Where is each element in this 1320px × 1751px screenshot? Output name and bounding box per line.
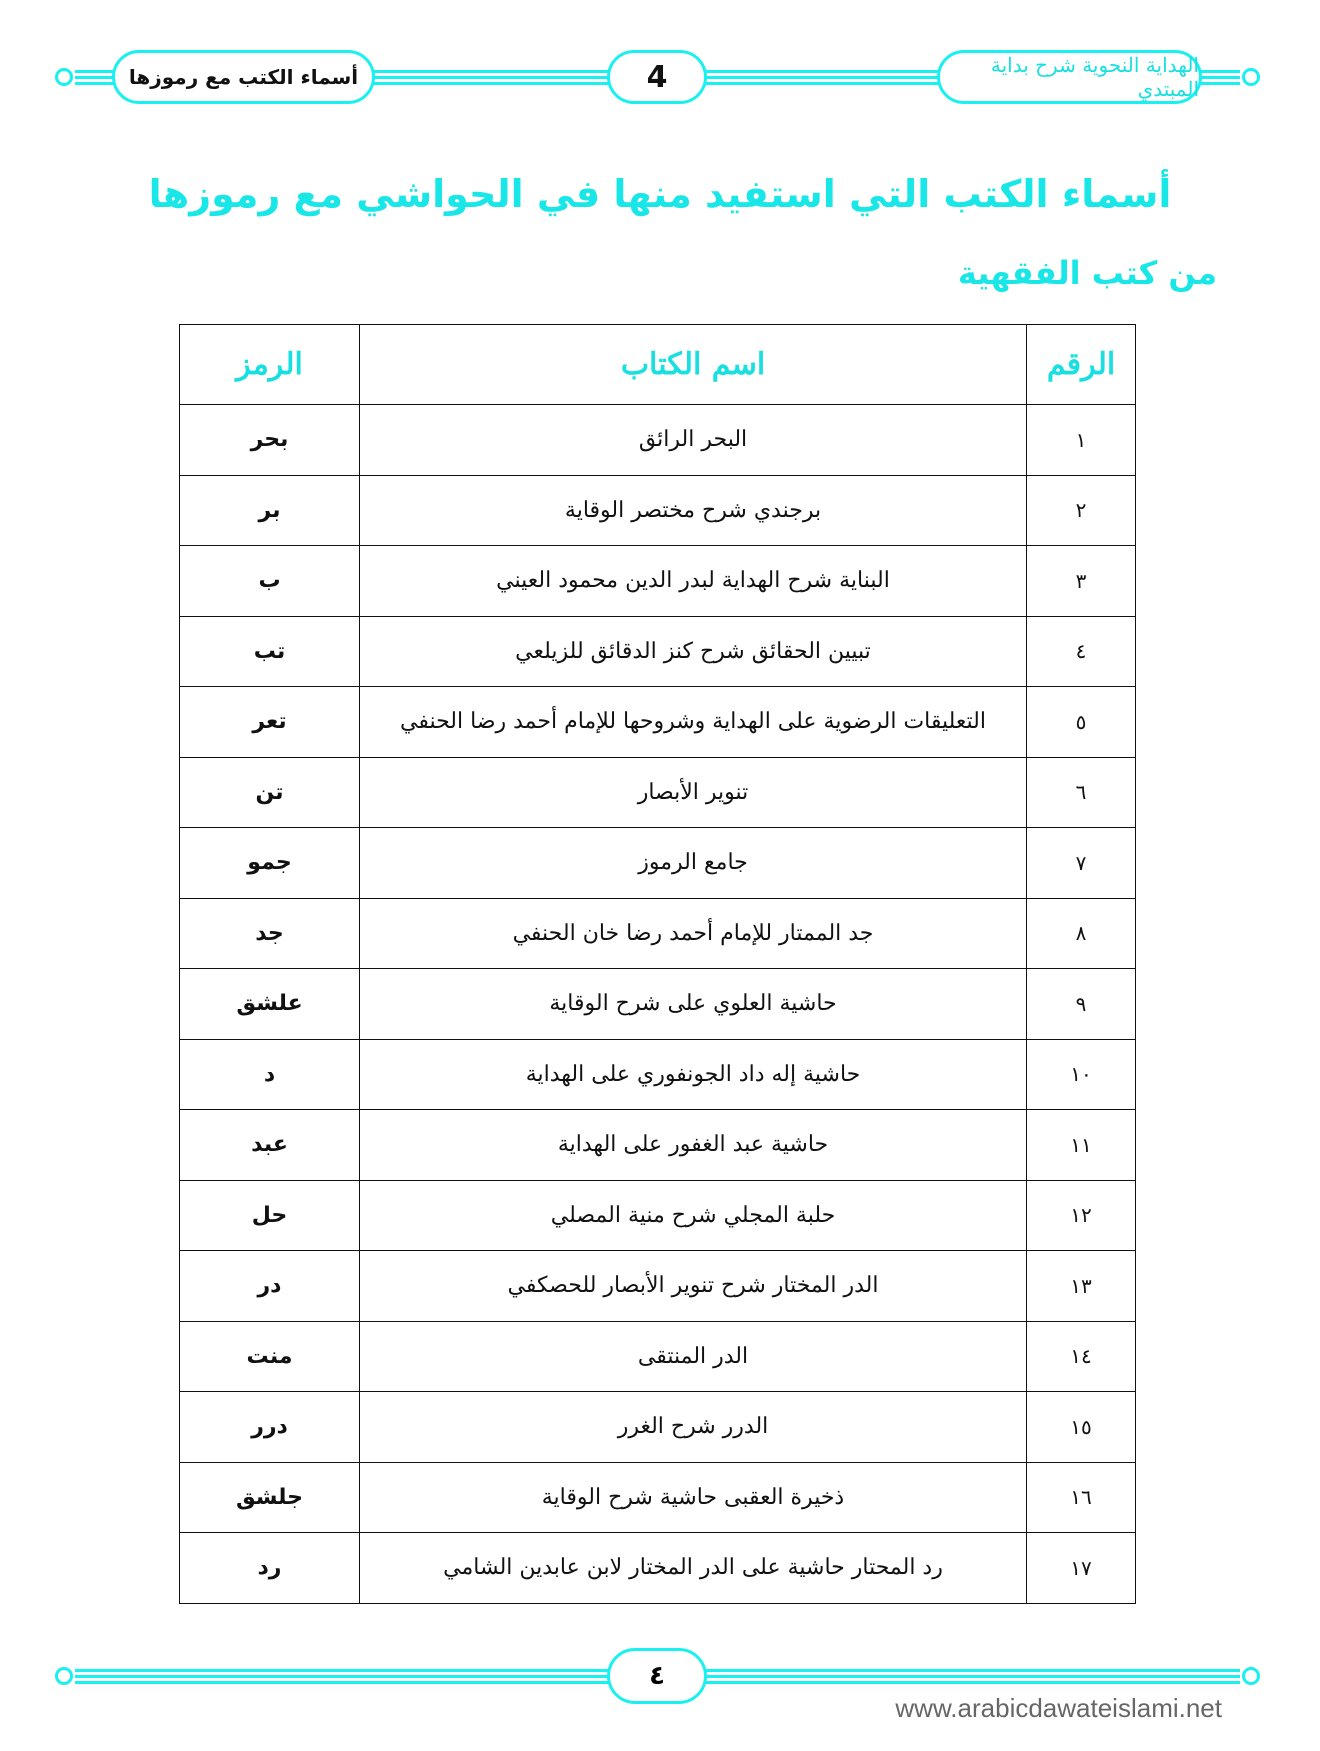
row-code: جمو	[180, 828, 360, 899]
row-book-name: رد المحتار حاشية على الدر المختار لابن عابدين الشامي	[360, 1533, 1027, 1604]
table-row	[180, 1039, 1136, 1110]
row-code: تعر	[180, 687, 360, 758]
row-number: ١٠	[1027, 1039, 1136, 1110]
row-number: ١٦	[1027, 1462, 1136, 1533]
table-row	[180, 546, 1136, 617]
row-code: عبد	[180, 1110, 360, 1181]
row-code: منت	[180, 1321, 360, 1392]
row-number: ٣	[1027, 546, 1136, 617]
table-row	[180, 757, 1136, 828]
row-number: ٧	[1027, 828, 1136, 899]
row-code: رد	[180, 1533, 360, 1604]
row-code: تب	[180, 616, 360, 687]
footer-page-number: ٤	[607, 1648, 707, 1704]
row-code: جد	[180, 898, 360, 969]
table-row	[180, 1180, 1136, 1251]
header-book-title: الهداية النحوية شرح بداية المبتدي	[937, 50, 1202, 104]
table-row	[180, 898, 1136, 969]
row-book-name: حلبة المجلي شرح منية المصلي	[360, 1180, 1027, 1251]
row-book-name: جامع الرموز	[360, 828, 1027, 899]
row-code: در	[180, 1251, 360, 1322]
table-row	[180, 1321, 1136, 1392]
row-book-name: البناية شرح الهداية لبدر الدين محمود العيني	[360, 546, 1027, 617]
row-book-name: الدر المختار شرح تنوير الأبصار للحصكفي	[360, 1251, 1027, 1322]
row-code: بحر	[180, 405, 360, 476]
row-code: جلشق	[180, 1462, 360, 1533]
row-book-name: الدرر شرح الغرر	[360, 1392, 1027, 1463]
row-number: ٦	[1027, 757, 1136, 828]
table-row	[180, 828, 1136, 899]
page-title: أسماء الكتب التي استفيد منها في الحواشي مع رموزها	[148, 172, 1172, 216]
row-book-name: البحر الرائق	[360, 405, 1027, 476]
website-url: www.arabicdawateislami.net	[895, 1693, 1222, 1723]
row-book-name: التعليقات الرضوية على الهداية وشروحها للإمام أحمد رضا الحنفي	[360, 687, 1027, 758]
row-number: ١٤	[1027, 1321, 1136, 1392]
header-book: اسم الكتاب	[360, 325, 1027, 405]
row-book-name: حاشية إله داد الجونفوري على الهداية	[360, 1039, 1027, 1110]
row-number: ٨	[1027, 898, 1136, 969]
table-row	[180, 1110, 1136, 1181]
table-header-row	[180, 325, 1136, 405]
row-book-name: تنوير الأبصار	[360, 757, 1027, 828]
row-number: ١	[1027, 405, 1136, 476]
row-number: ١٥	[1027, 1392, 1136, 1463]
header-number: الرقم	[1027, 325, 1136, 405]
row-number: ٩	[1027, 969, 1136, 1040]
table-row	[180, 1533, 1136, 1604]
table-row	[180, 475, 1136, 546]
header-page-number: 4	[607, 50, 707, 104]
row-book-name: ذخيرة العقبى حاشية شرح الوقاية	[360, 1462, 1027, 1533]
header-section-title: أسماء الكتب مع رموزها	[112, 50, 375, 104]
row-number: ٤	[1027, 616, 1136, 687]
books-table	[179, 324, 1136, 1604]
table-row	[180, 969, 1136, 1040]
table-row	[180, 687, 1136, 758]
row-number: ٢	[1027, 475, 1136, 546]
section-subtitle: من كتب الفقهية	[957, 254, 1217, 292]
table-row	[180, 1251, 1136, 1322]
row-book-name: تبيين الحقائق شرح كنز الدقائق للزيلعي	[360, 616, 1027, 687]
table-row	[180, 616, 1136, 687]
row-number: ٥	[1027, 687, 1136, 758]
row-number: ١٣	[1027, 1251, 1136, 1322]
header-code: الرمز	[180, 325, 360, 405]
row-book-name: حاشية عبد الغفور على الهداية	[360, 1110, 1027, 1181]
row-book-name: الدر المنتقى	[360, 1321, 1027, 1392]
row-code: علشق	[180, 969, 360, 1040]
row-number: ١١	[1027, 1110, 1136, 1181]
row-code: بر	[180, 475, 360, 546]
row-code: تن	[180, 757, 360, 828]
table-row	[180, 1392, 1136, 1463]
row-number: ١٢	[1027, 1180, 1136, 1251]
table-row	[180, 405, 1136, 476]
row-book-name: حاشية العلوي على شرح الوقاية	[360, 969, 1027, 1040]
row-code: ب	[180, 546, 360, 617]
row-number: ١٧	[1027, 1533, 1136, 1604]
row-code: حل	[180, 1180, 360, 1251]
row-code: د	[180, 1039, 360, 1110]
table-row	[180, 1462, 1136, 1533]
row-code: درر	[180, 1392, 360, 1463]
row-book-name: برجندي شرح مختصر الوقاية	[360, 475, 1027, 546]
row-book-name: جد الممتار للإمام أحمد رضا خان الحنفي	[360, 898, 1027, 969]
